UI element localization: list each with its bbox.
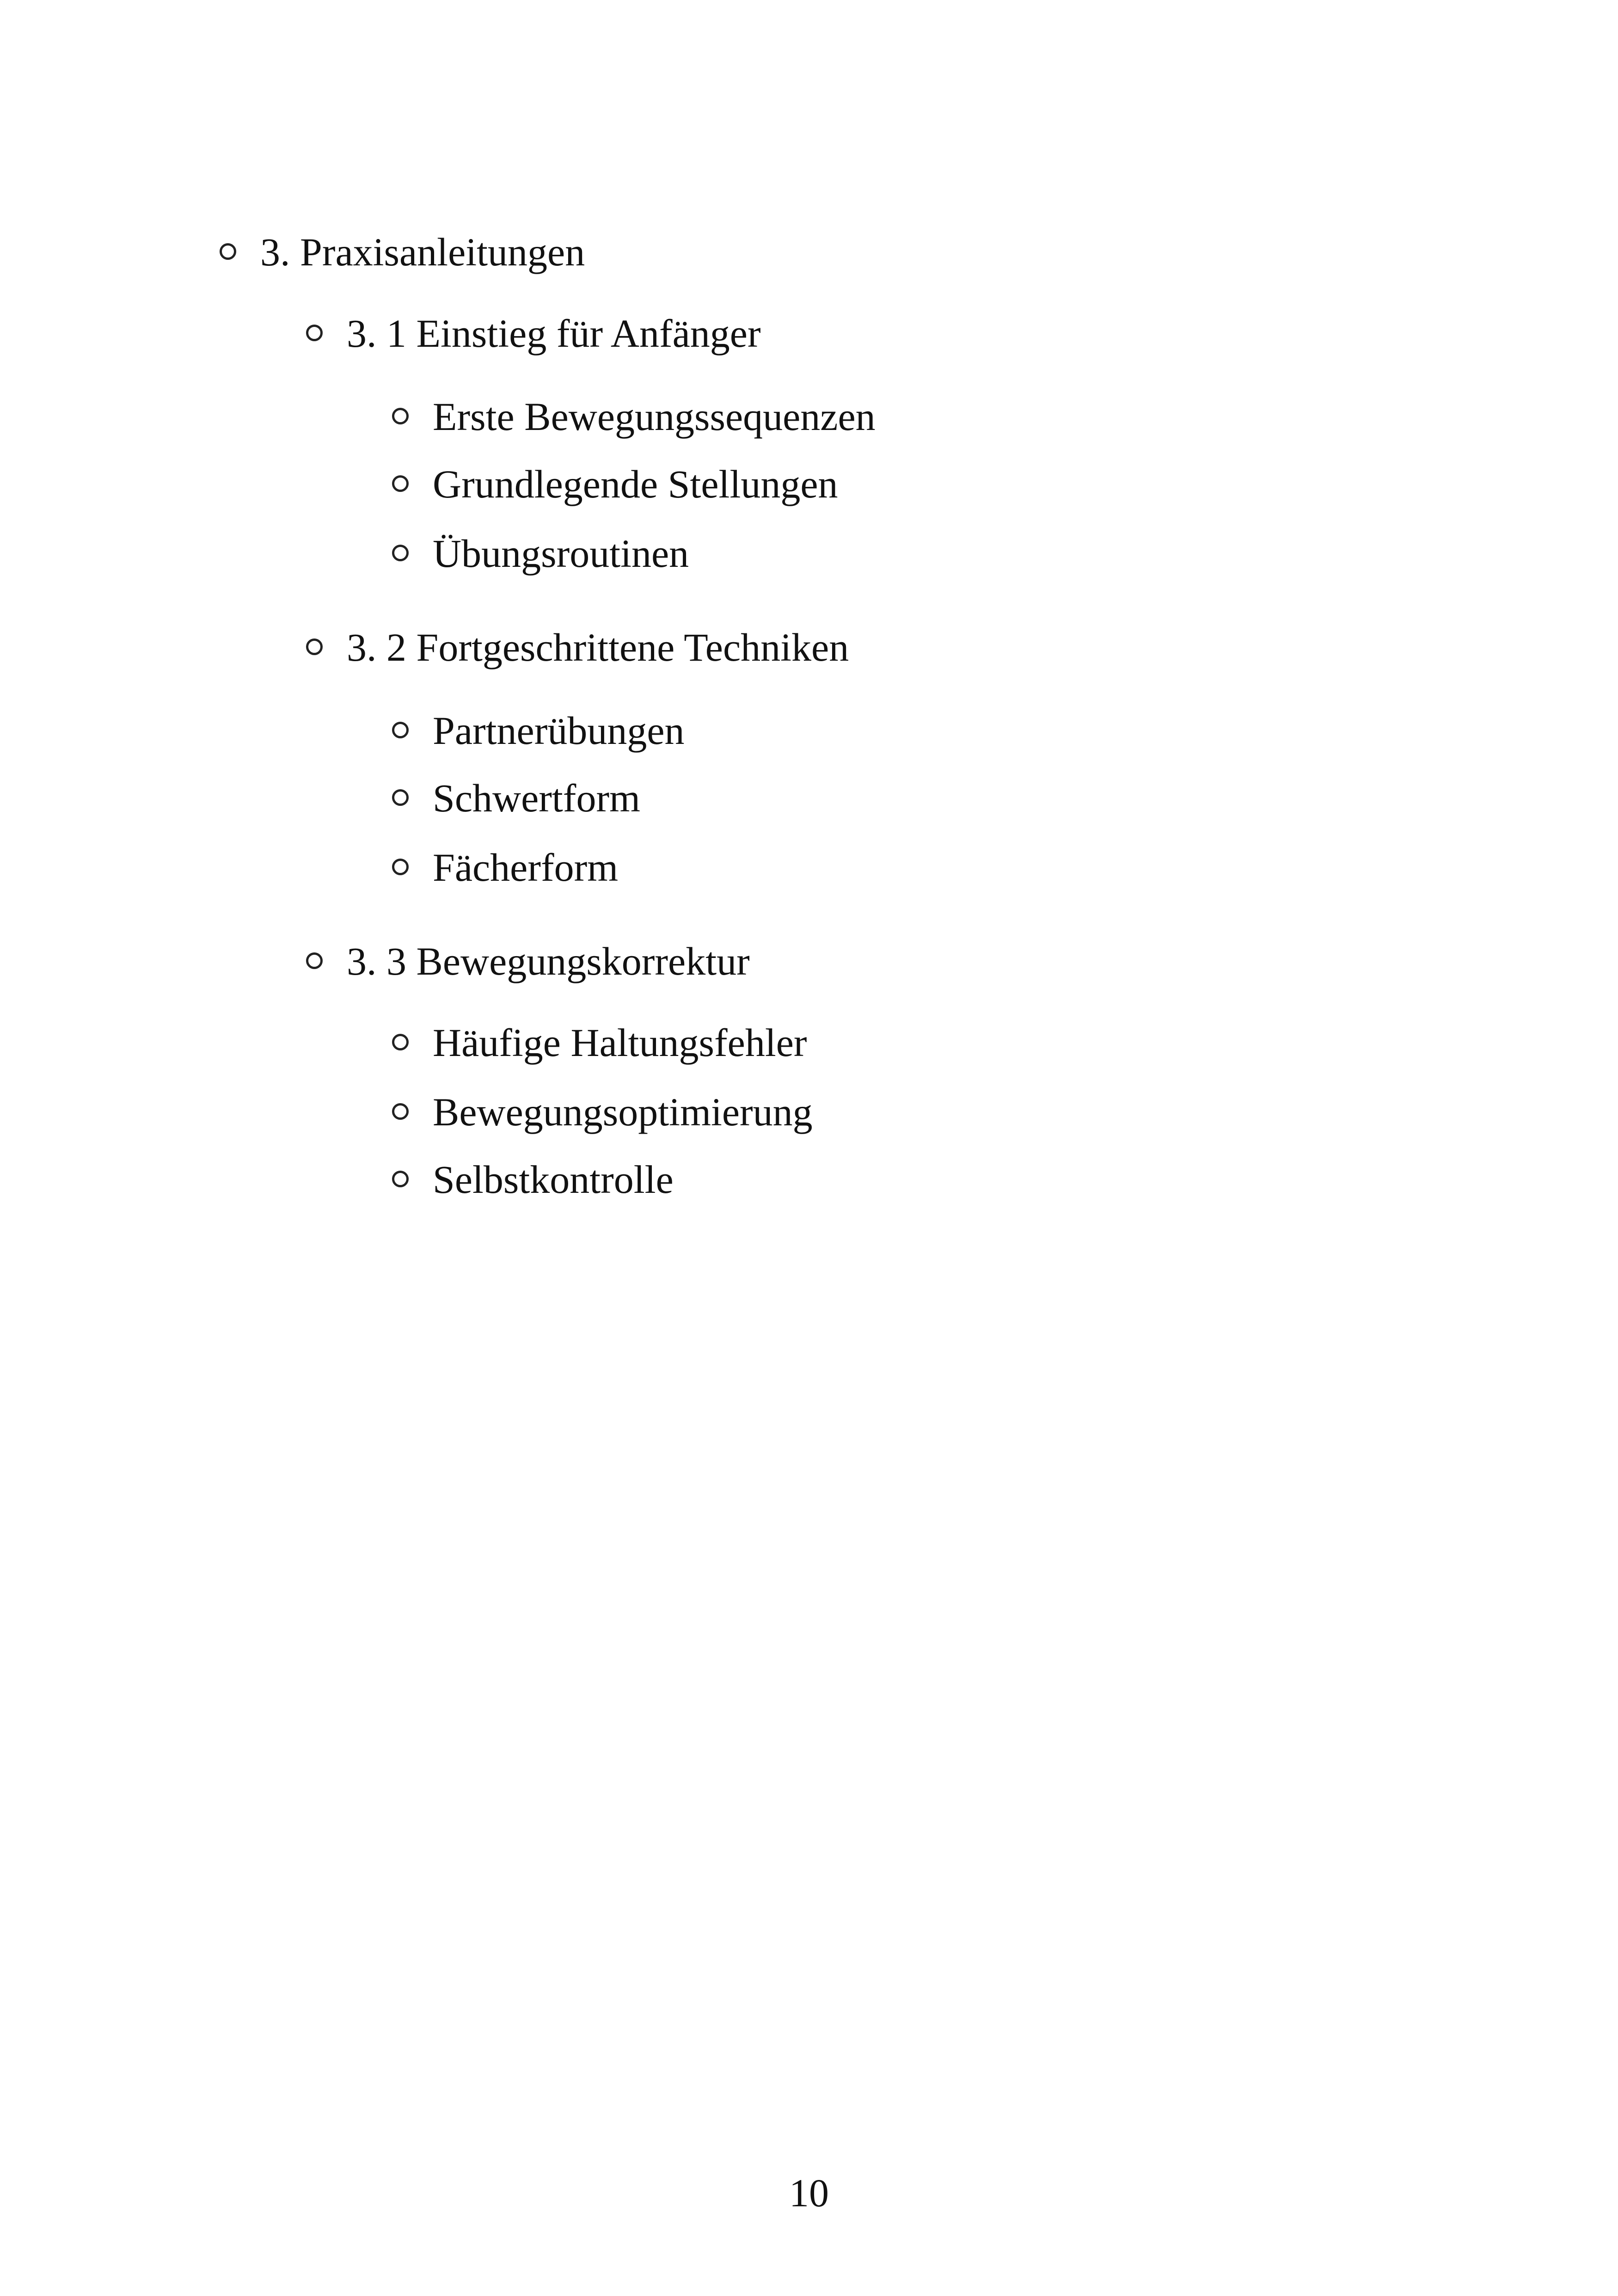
list-item-label: Grundlegende Stellungen (433, 462, 838, 506)
list-item-label: Häufige Haltungsfehler (433, 1020, 807, 1065)
section-title-label: 3. 2 Fortgeschrittene Techniken (347, 625, 849, 669)
circle-bullet-icon (392, 1103, 409, 1120)
list-item (392, 1020, 807, 1065)
list-item (392, 464, 838, 504)
circle-bullet-icon (392, 722, 409, 738)
list-item (392, 845, 619, 890)
section-title (306, 311, 761, 356)
circle-bullet-icon (306, 638, 323, 655)
circle-bullet-icon (306, 952, 323, 969)
section-title-label: 3. 1 Einstieg für Anfänger (347, 311, 761, 356)
outline-heading (220, 232, 585, 272)
circle-bullet-icon (392, 545, 409, 561)
list-item-label: Übungsroutinen (433, 531, 689, 576)
list-item (392, 778, 640, 818)
list-item-label: Partnerübungen (433, 708, 685, 753)
list-item-label: Fächerform (433, 845, 619, 890)
circle-bullet-icon (392, 1171, 409, 1187)
list-item (392, 531, 689, 576)
outline-heading-label: 3. Praxisanleitungen (260, 230, 585, 274)
list-item-label: Bewegungsoptimierung (433, 1090, 813, 1134)
list-item (392, 1092, 813, 1132)
list-item (392, 394, 876, 439)
section-title (306, 941, 750, 981)
list-item (392, 708, 685, 753)
section-title-label: 3. 3 Bewegungskorrektur (347, 939, 750, 983)
page-number: 10 (789, 2171, 829, 2215)
list-item-label: Schwertform (433, 776, 640, 820)
circle-bullet-icon (392, 408, 409, 424)
list-item-label: Selbstkontrolle (433, 1157, 674, 1202)
circle-bullet-icon (392, 475, 409, 492)
list-item (392, 1157, 674, 1202)
list-item-label: Erste Bewegungssequenzen (433, 394, 876, 439)
section-title (306, 627, 849, 667)
circle-bullet-icon (392, 1034, 409, 1050)
circle-bullet-icon (306, 325, 323, 341)
circle-bullet-icon (392, 859, 409, 875)
circle-bullet-icon (392, 789, 409, 806)
circle-bullet-icon (220, 243, 236, 260)
